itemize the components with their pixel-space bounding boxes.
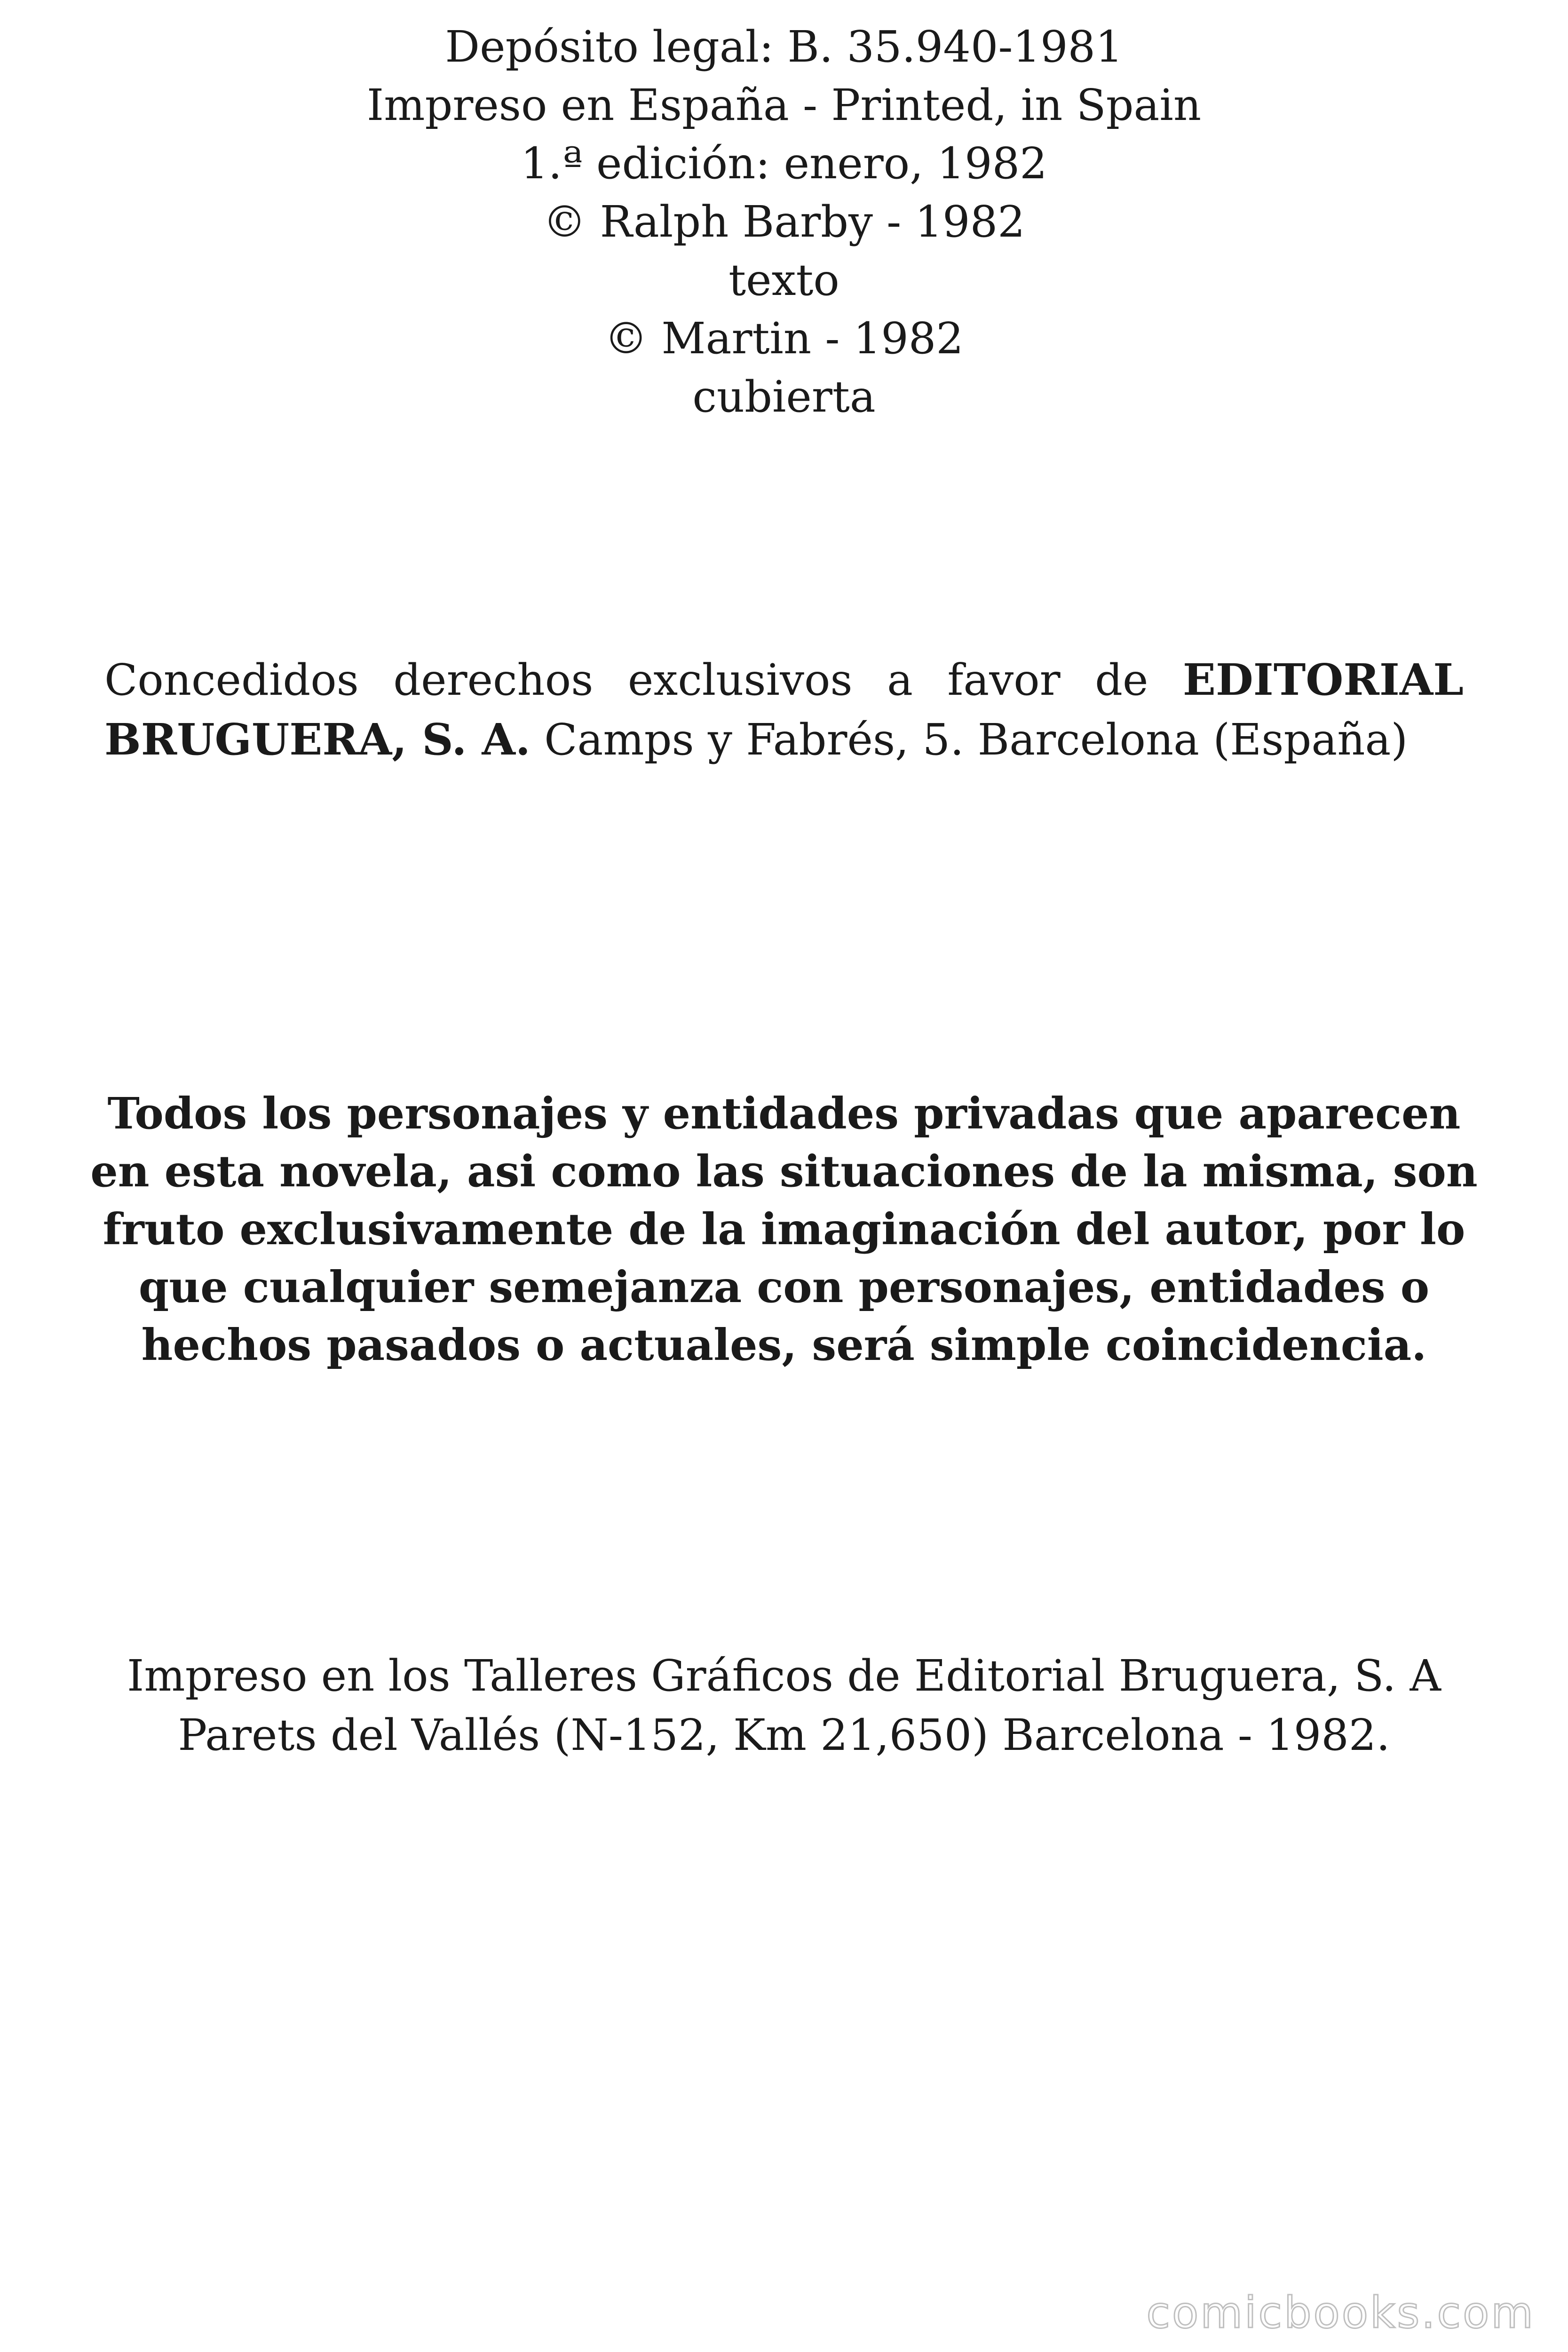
text-credit-label: texto (729, 255, 839, 305)
rights-paragraph (104, 650, 1464, 770)
rights-line-2 (104, 710, 1464, 770)
publisher-name-part-2: BRUGUERA, S. A. (104, 714, 531, 765)
disclaimer-line: en esta novela, asi como las situaciones de la misma, son (90, 1146, 1478, 1197)
rights-text-1: Concedidos derechos exclusivos a favor de (104, 655, 1148, 705)
disclaimer-line: hechos pasados o actuales, será simple coincidencia. (141, 1319, 1427, 1370)
cover-credit-label: cubierta (692, 372, 876, 422)
credits-block (0, 18, 1568, 426)
fiction-disclaimer (0, 1085, 1568, 1374)
publisher-address: Camps y Fabrés, 5. Barcelona (España) (544, 715, 1408, 765)
legal-deposit-line: Depósito legal: B. 35.940-1981 (445, 22, 1123, 72)
disclaimer-line: Todos los personajes y entidades privadas que aparecen (107, 1088, 1461, 1139)
author-copyright-line: © Ralph Barby - 1982 (543, 197, 1025, 247)
cover-copyright-line: © Martin - 1982 (604, 313, 964, 364)
printed-in-line: Impreso en España - Printed, in Spain (366, 80, 1202, 130)
site-watermark: comicbooks.com (1146, 2288, 1535, 2338)
publisher-name-part-1: EDITORIAL (1182, 654, 1464, 705)
printer-address-line: Parets del Vallés (N-152, Km 21,650) Barcelona - 1982. (178, 1710, 1390, 1760)
printer-line: Impreso en los Talleres Gráficos de Editorial Bruguera, S. A (127, 1651, 1441, 1701)
edition-line: 1.ª edición: enero, 1982 (521, 138, 1047, 189)
disclaimer-line: fruto exclusivamente de la imaginación del autor, por lo (103, 1204, 1465, 1255)
disclaimer-line: que cualquier semejanza con personajes, entidades o (138, 1262, 1430, 1312)
rights-line-1 (104, 650, 1464, 710)
printer-info (0, 1646, 1568, 1765)
